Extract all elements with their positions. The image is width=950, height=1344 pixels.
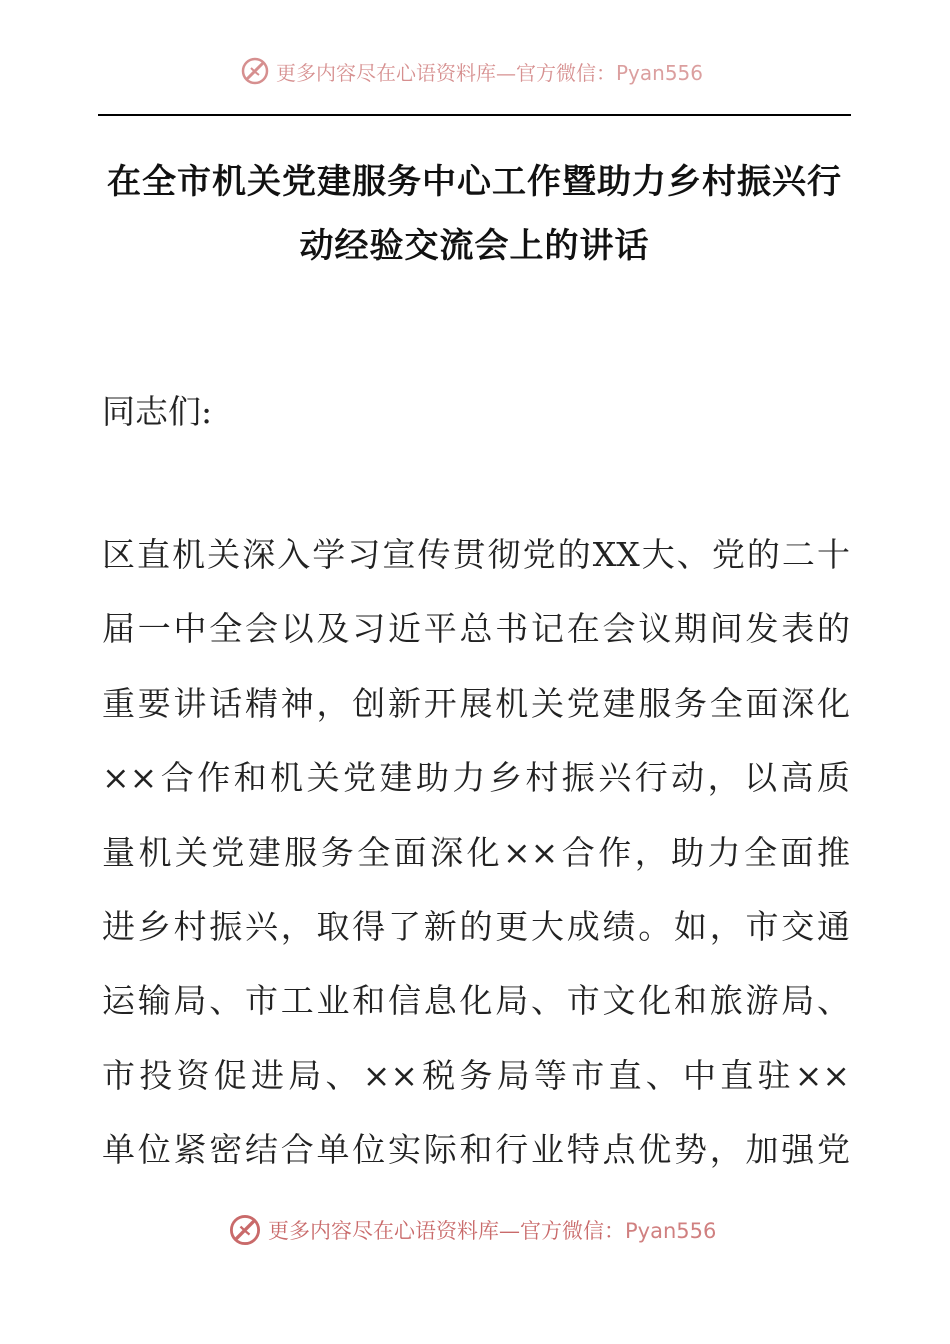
- footer-watermark: [228, 1212, 716, 1248]
- body-line: 量机关党建服务全面深化××合作，助力全面推: [102, 832, 850, 872]
- body-line: 单位紧密结合单位实际和行业特点优势，加强党: [102, 1130, 850, 1170]
- watermark-label: 更多内容尽在心语资料库—官方微信：: [268, 1219, 625, 1243]
- body-line: 市投资促进局、××税务局等市直、中直驻××: [102, 1055, 850, 1095]
- brand-logo-icon: [228, 1213, 262, 1247]
- body-line: 重要讲话精神，创新开展机关党建服务全面深化: [102, 683, 850, 723]
- header-divider: [98, 114, 851, 116]
- body-paragraph: [102, 518, 850, 1188]
- title-line: 动经验交流会上的讲话: [299, 226, 650, 266]
- watermark-text: [276, 57, 703, 86]
- body-line: 届一中全会以及习近平总书记在会议期间发表的: [102, 609, 850, 649]
- watermark-text: [268, 1215, 716, 1245]
- body-line: ××合作和机关党建助力乡村振兴行动，以高质: [102, 758, 850, 798]
- body-line: 进乡村振兴，取得了新的更大成绩。如，市交通: [102, 906, 850, 946]
- body-line: 运输局、市工业和信息化局、市文化和旅游局、: [102, 981, 850, 1021]
- document-title: [98, 150, 851, 278]
- watermark-id: Pyan556: [625, 1219, 717, 1243]
- header-watermark: [240, 56, 703, 86]
- body-line: 区直机关深入学习宣传贯彻党的XX大、党的二十: [102, 535, 850, 574]
- salutation: 同志们:: [102, 392, 213, 431]
- watermark-label: 更多内容尽在心语资料库—官方微信：: [276, 60, 616, 85]
- watermark-id: Pyan556: [616, 60, 704, 85]
- brand-logo-icon: [240, 56, 270, 86]
- title-line: 在全市机关党建服务中心工作暨助力乡村振兴行: [107, 162, 842, 202]
